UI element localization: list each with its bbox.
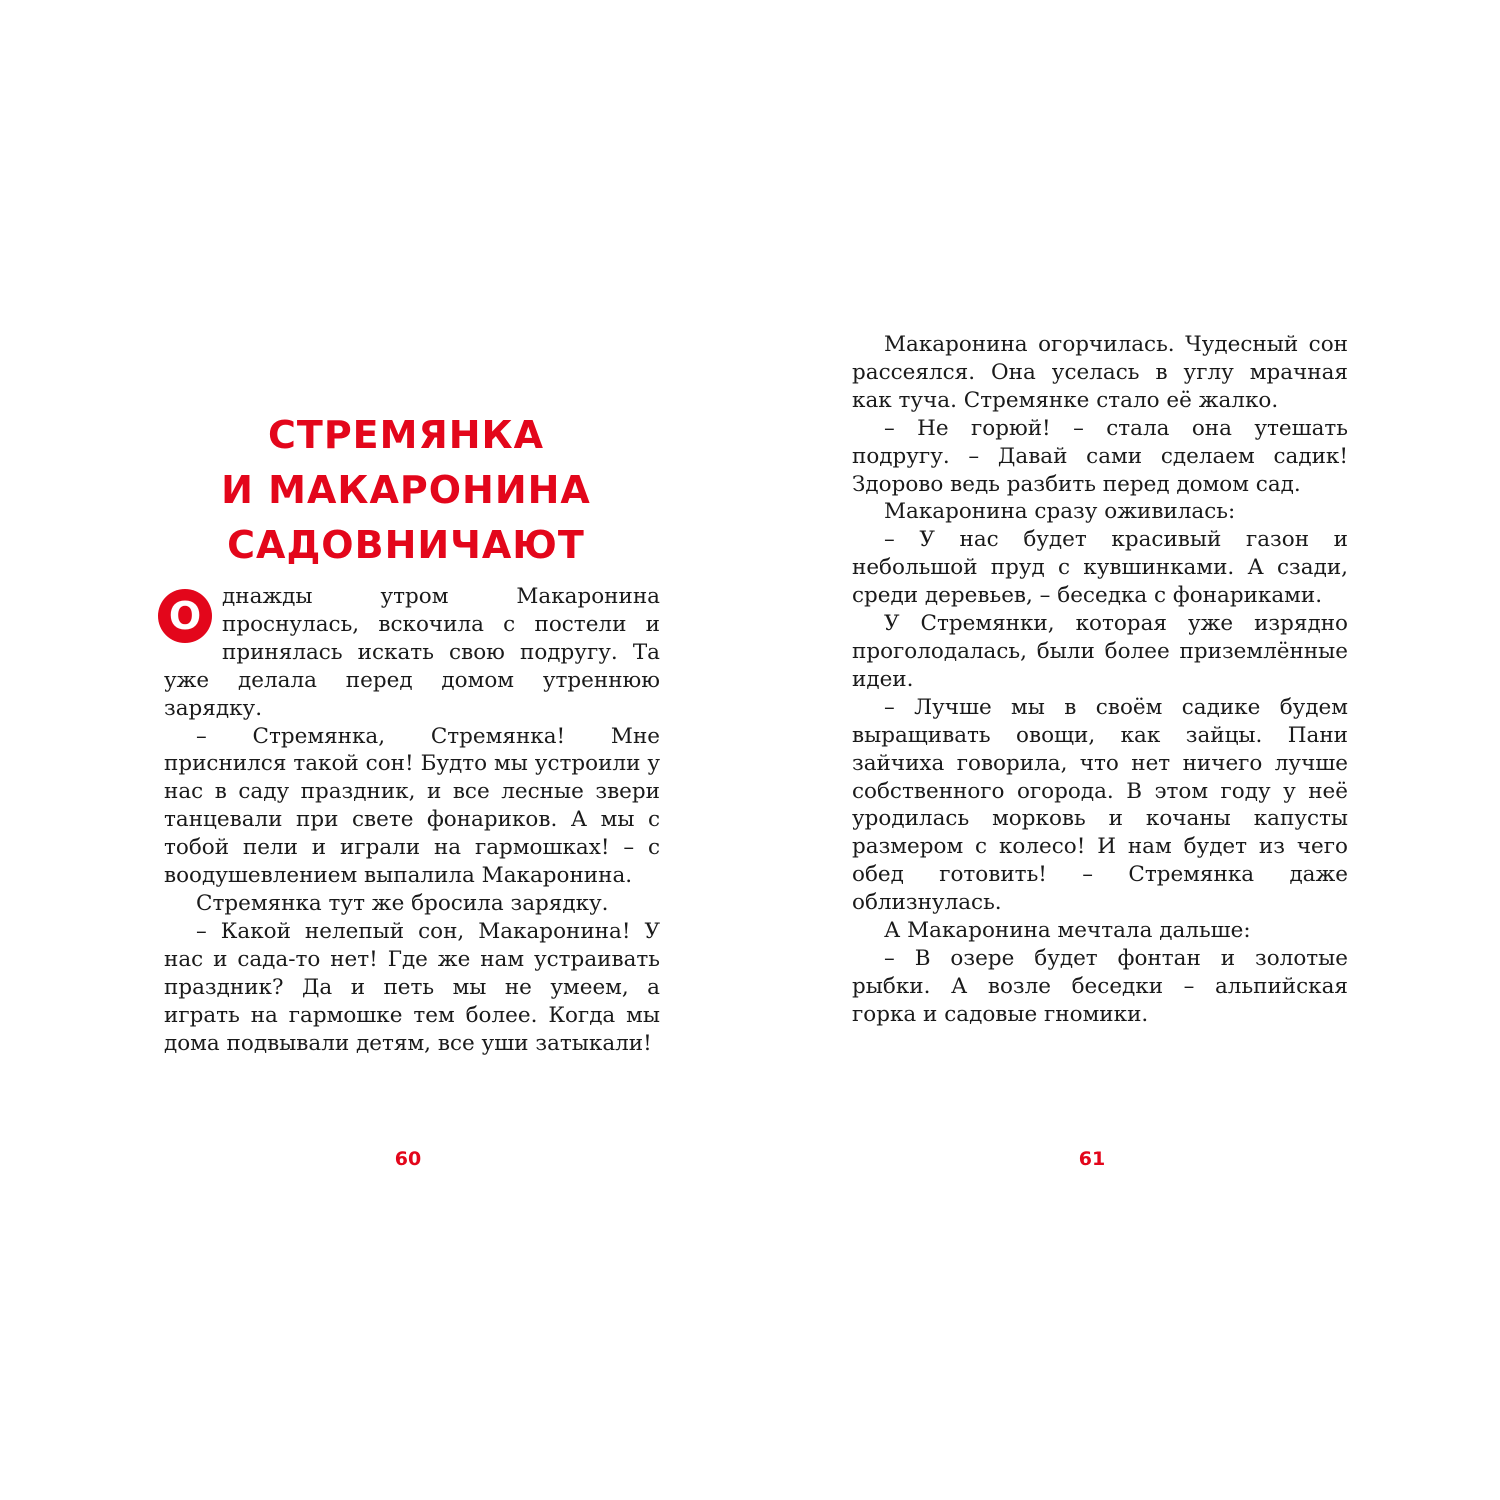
paragraph: Макаронина огорчилась. Чудесный сон рассеялся. Она уселась в углу мрачная как туча. Стремянке стало её жалко. bbox=[852, 332, 1348, 413]
paragraph-text: днажды утром Макаронина проснулась, вскочила с постели и принялась искать свою подругу. Та уже делала перед домом утреннюю зарядку. bbox=[164, 584, 660, 721]
paragraph: – Стремянка, Стремянка! Мне приснился такой сон! Будто мы устроили у нас в саду праздник, и все лесные звери танцевали при свете фонариков. А мы с тобой пели и играли на гармошках! – с воодушевлением выпалила Макаронина. bbox=[164, 723, 660, 889]
paragraph: – У нас будет красивый газон и небольшой пруд с кувшинками. А сзади, среди деревьев, – беседка с фонариками. bbox=[852, 527, 1348, 609]
paragraph: Стремянка тут же бросила зарядку. bbox=[196, 890, 609, 916]
paragraph: – В озере будет фонтан и золотые рыбки. А возле беседки – альпийская горка и садовые гномики. bbox=[852, 945, 1348, 1027]
paragraph: – Лучше мы в своём садике будем выращивать овощи, как зайцы. Пани зайчиха говорила, что нет ничего лучше собственного огорода. В этом году у неё уродилась морковь и кочаны капусты размером с колесо! И нам будет из чего обед готовить! – Стремянка даже облизнулась. bbox=[852, 694, 1348, 916]
left-body-text bbox=[164, 583, 660, 1057]
page-number: 60 bbox=[394, 1148, 422, 1170]
paragraph: – Не горюй! – стала она утешать подругу. – Давай сами сделаем садик! Здорово ведь разбить перед домом сад. bbox=[852, 415, 1348, 497]
chapter-title-line: СТРЕМЯНКА bbox=[268, 413, 544, 457]
paragraph bbox=[164, 583, 660, 723]
chapter-title bbox=[160, 408, 652, 573]
right-body-text bbox=[852, 331, 1348, 1029]
paragraph: Макаронина сразу оживилась: bbox=[884, 499, 1236, 525]
paragraph: А Макаронина мечтала дальше: bbox=[884, 918, 1251, 944]
chapter-title-line: САДОВНИЧАЮТ bbox=[227, 523, 585, 567]
chapter-title-line: И МАКАРОНИНА bbox=[221, 468, 591, 512]
drop-cap: О bbox=[158, 589, 212, 643]
paragraph: – Какой нелепый сон, Макаронина! У нас и сада-то нет! Где же нам устраивать праздник? Да и петь мы не умеем, а играть на гармошке тем более. Когда мы дома подвывали детям, все уши затыкали! bbox=[164, 918, 660, 1056]
paragraph: У Стремянки, которая уже изрядно проголодалась, были более приземлённые идеи. bbox=[852, 611, 1348, 692]
page-number: 61 bbox=[1078, 1148, 1106, 1170]
